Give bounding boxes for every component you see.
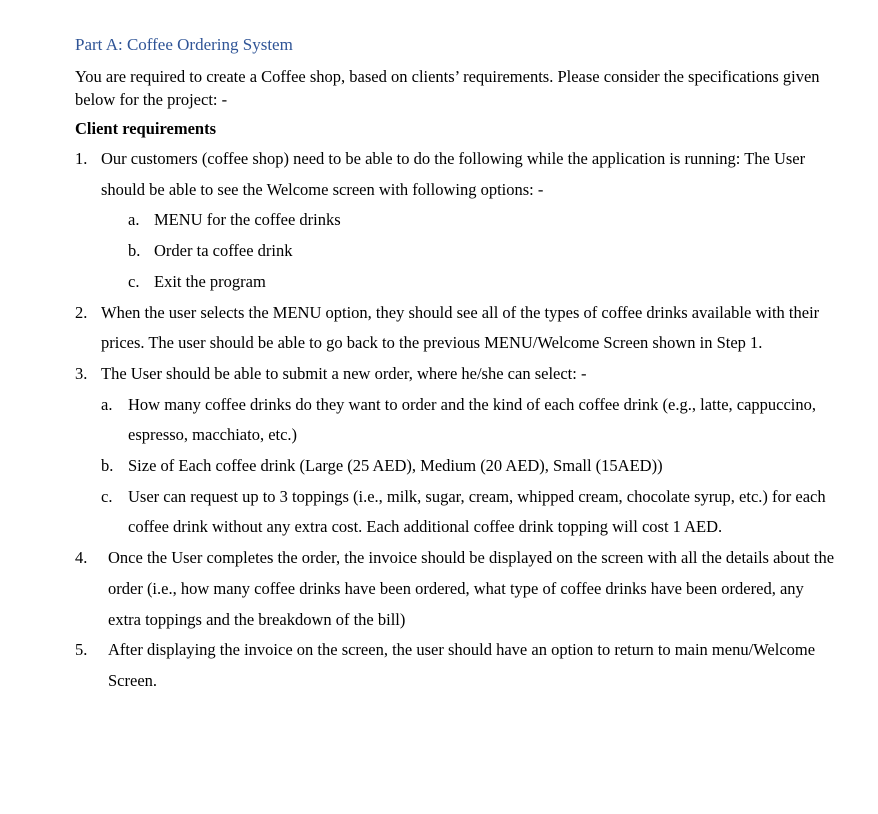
sub-item-letter: a. [128, 210, 140, 230]
sub-item-text: User can request up to 3 toppings (i.e., milk, sugar, cream, whipped cream, chocolate syrup, etc.) for each coffee drink without any extra cost. Each additional coffee drink topping will cost 1 AED. [128, 486, 826, 537]
section-heading: Part A: Coffee Ordering System [75, 35, 293, 54]
item-number: 3. [75, 363, 88, 383]
sub-item-a [75, 205, 835, 236]
sub-item-text: Exit the program [154, 271, 266, 291]
sub-item-text: Order ta coffee drink [154, 241, 293, 261]
requirement-item-1 [75, 144, 835, 298]
sub-item-a [75, 390, 835, 451]
item-text: When the user selects the MENU option, they should see all of the types of coffee drinks available with their prices. The user should be able to go back to the previous MENU/Welcome Screen shown in Step 1. [101, 302, 820, 353]
sub-item-b [75, 451, 835, 482]
item-text: Once the User completes the order, the invoice should be displayed on the screen with all the details about the order (i.e., how many coffee drinks have been ordered, what type of coffee drinks have been ordered, any extra toppings and the breakdown of the bill) [108, 548, 835, 629]
item-text: After displaying the invoice on the screen, the user should have an option to return to main menu/Welcome Screen. [108, 640, 816, 690]
sub-item-text: How many coffee drinks do they want to order and the kind of each coffee drink (e.g., latte, cappuccino, espresso, macchiato, etc.) [128, 394, 817, 445]
item-number: 1. [75, 149, 88, 168]
item-number: 2. [75, 302, 88, 322]
order-options-list [75, 390, 835, 544]
intro-paragraph: You are required to create a Coffee shop, based on clients’ requirements. Please consider the specifications given below for the project: - [75, 67, 820, 109]
item-number: 4. [75, 548, 88, 568]
sub-item-letter: b. [101, 456, 114, 476]
sub-item-letter: b. [128, 241, 141, 261]
welcome-options-list [75, 205, 835, 297]
sub-item-text: Size of Each coffee drink (Large (25 AED), Medium (20 AED), Small (15AED)) [128, 456, 663, 476]
requirement-item-3 [75, 359, 835, 543]
requirement-item-5 [75, 635, 835, 696]
requirement-item-2 [75, 298, 835, 359]
sub-item-b [75, 236, 835, 267]
sub-item-c [75, 482, 835, 543]
sub-item-letter: c. [101, 486, 113, 506]
item-text: Our customers (coffee shop) need to be able to do the following while the application is running: The User should be able to see the Welcome screen with following options: - [101, 149, 806, 199]
item-number: 5. [75, 640, 88, 660]
sub-item-letter: a. [101, 394, 113, 414]
client-requirements-heading: Client requirements [75, 119, 216, 138]
document-page [75, 34, 835, 697]
sub-item-text: MENU for the coffee drinks [154, 210, 341, 230]
requirement-item-4 [75, 543, 835, 635]
sub-item-letter: c. [128, 271, 140, 291]
item-text: The User should be able to submit a new order, where he/she can select: - [101, 363, 587, 383]
sub-item-c [75, 267, 835, 298]
requirements-list [75, 144, 835, 697]
